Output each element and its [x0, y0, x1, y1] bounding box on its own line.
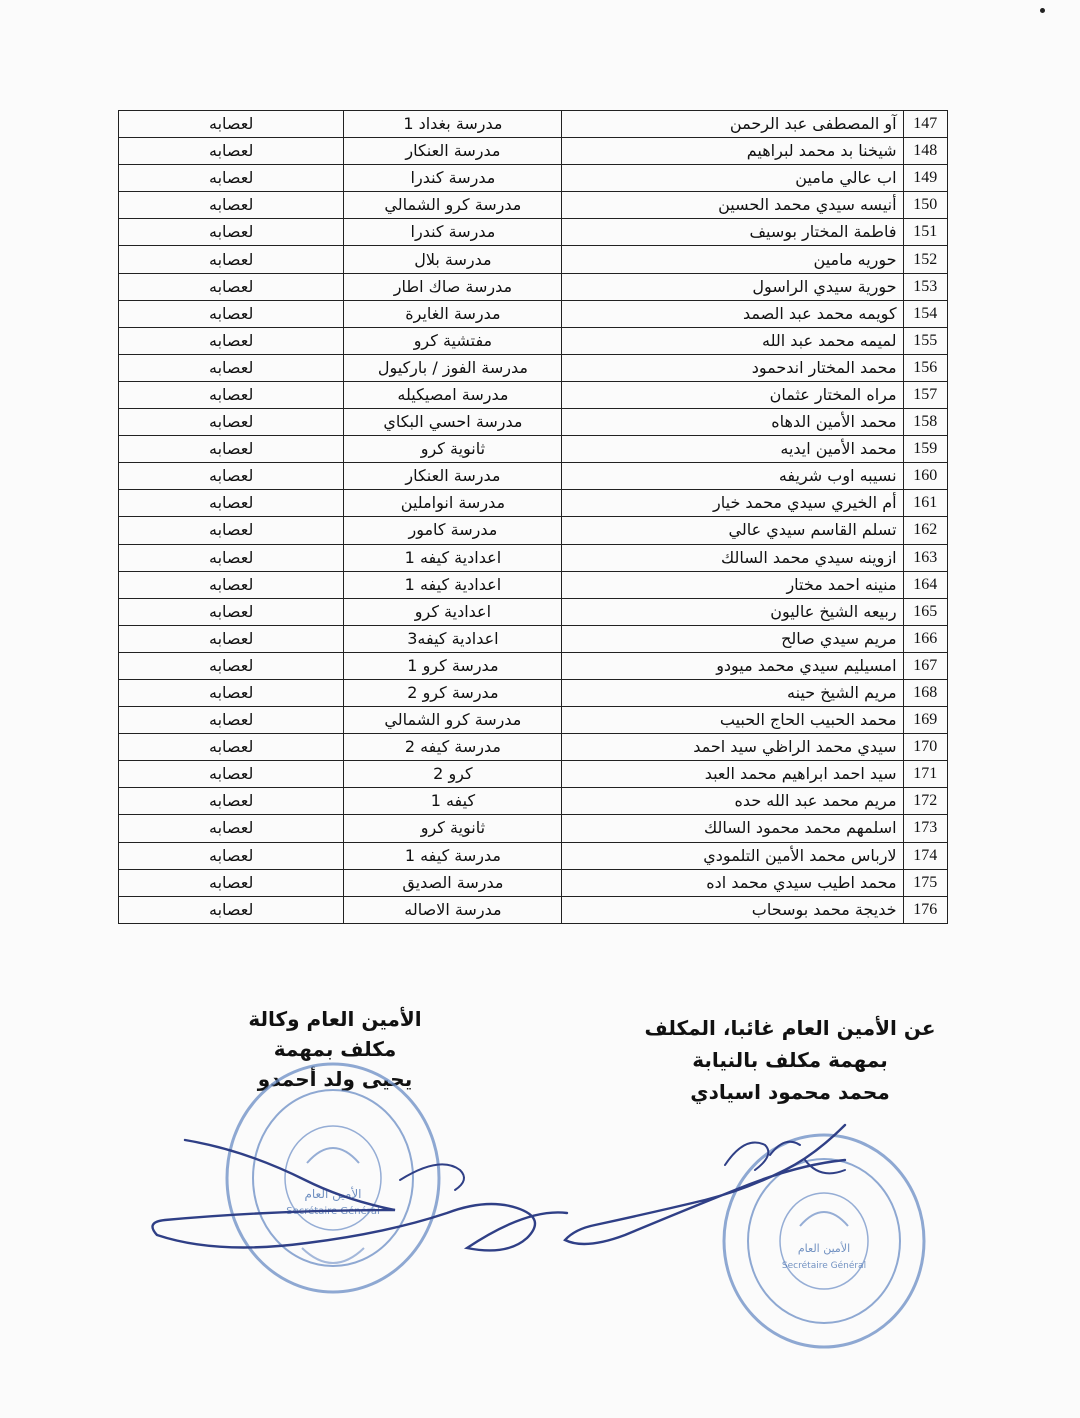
signature-block-right [640, 1012, 940, 1108]
row-school: مدرسة كرو 2 [344, 679, 562, 706]
row-name: محمد اطيب سيدي محمد اده [562, 869, 903, 896]
row-region: لعصابه [119, 354, 344, 381]
row-number: 168 [903, 679, 947, 706]
table-row [119, 544, 948, 571]
row-region: لعصابه [119, 734, 344, 761]
row-school: مدرسة كرو الشمالي [344, 192, 562, 219]
table-row [119, 598, 948, 625]
row-number: 148 [903, 138, 947, 165]
row-name: لارباس محمد الأمين التلمودي [562, 842, 903, 869]
row-name: آو المصطفى عبد الرحمن [562, 111, 903, 138]
row-region: لعصابه [119, 896, 344, 923]
signature-right-title-line2: بمهمة مكلف بالنيابة [692, 1048, 888, 1072]
row-region: لعصابه [119, 598, 344, 625]
row-name: حوريه مامين [562, 246, 903, 273]
row-region: لعصابه [119, 869, 344, 896]
table-row [119, 707, 948, 734]
row-number: 155 [903, 327, 947, 354]
roster-table-body [119, 111, 948, 924]
row-number: 150 [903, 192, 947, 219]
row-school: مدرسة امصيكيله [344, 381, 562, 408]
table-row [119, 842, 948, 869]
row-school: مدرسة العنكار [344, 463, 562, 490]
row-school: مدرسة كيفه 1 [344, 842, 562, 869]
row-name: ربيعه الشيخ عاليون [562, 598, 903, 625]
table-row [119, 138, 948, 165]
row-school: مدرسة صاك اطار [344, 273, 562, 300]
table-row [119, 463, 948, 490]
row-region: لعصابه [119, 111, 344, 138]
row-region: لعصابه [119, 463, 344, 490]
row-school: كيفه 1 [344, 788, 562, 815]
table-row [119, 192, 948, 219]
signature-left-name: يحيى ولد أحمدو [257, 1067, 413, 1091]
row-name: سيد احمد ابراهيم محمد العبد [562, 761, 903, 788]
row-name: مراه المختار عثمان [562, 381, 903, 408]
row-number: 166 [903, 625, 947, 652]
row-region: لعصابه [119, 409, 344, 436]
row-school: مدرسة الفوز / باركيول [344, 354, 562, 381]
row-number: 173 [903, 815, 947, 842]
row-region: لعصابه [119, 788, 344, 815]
table-row [119, 409, 948, 436]
row-name: مريم سيدي صالح [562, 625, 903, 652]
row-name: نسيبه اوب شريفه [562, 463, 903, 490]
row-school: اعدادية كيفه 1 [344, 571, 562, 598]
row-name: خديجة محمد بوسحاب [562, 896, 903, 923]
row-school: مدرسة الصديق [344, 869, 562, 896]
row-name: كويمه محمد عبد الصمد [562, 300, 903, 327]
row-number: 149 [903, 165, 947, 192]
row-number: 154 [903, 300, 947, 327]
row-name: اب عالي مامين [562, 165, 903, 192]
row-region: لعصابه [119, 192, 344, 219]
table-row [119, 517, 948, 544]
signature-left-title-line1: الأمين العام وكالة [248, 1007, 422, 1031]
row-school: مدرسة كيفه 2 [344, 734, 562, 761]
table-row [119, 273, 948, 300]
row-region: لعصابه [119, 219, 344, 246]
table-row [119, 625, 948, 652]
row-school: مفتشية كرو [344, 327, 562, 354]
row-school: اعدادية كيفه 1 [344, 544, 562, 571]
table-row [119, 490, 948, 517]
row-region: لعصابه [119, 165, 344, 192]
row-school: مدرسة بغداد 1 [344, 111, 562, 138]
table-row [119, 165, 948, 192]
table-row [119, 300, 948, 327]
table-row [119, 111, 948, 138]
row-school: مدرسة كرو الشمالي [344, 707, 562, 734]
table-row [119, 815, 948, 842]
stamp-left-center-fr: Secrétaire Général [286, 1206, 380, 1217]
table-row [119, 652, 948, 679]
row-school: مدرسة الاصاله [344, 896, 562, 923]
signature-right-title-line1: عن الأمين العام غائبا، المكلف [644, 1016, 936, 1040]
row-number: 170 [903, 734, 947, 761]
row-number: 174 [903, 842, 947, 869]
row-school: مدرسة انواملين [344, 490, 562, 517]
row-name: تسلم القاسم سيدي عالي [562, 517, 903, 544]
row-name: لميمه محمد عبد الله [562, 327, 903, 354]
row-school: اعدادية كيفه3 [344, 625, 562, 652]
table-row [119, 761, 948, 788]
table-row [119, 788, 948, 815]
row-school: مدرسة العنكار [344, 138, 562, 165]
row-name: محمد الأمين الدهاه [562, 409, 903, 436]
row-region: لعصابه [119, 490, 344, 517]
row-region: لعصابه [119, 273, 344, 300]
table-row [119, 381, 948, 408]
row-name: ازوينه سيدي محمد السالك [562, 544, 903, 571]
row-name: أنيسه سيدي محمد الحسين [562, 192, 903, 219]
table-row [119, 869, 948, 896]
row-number: 164 [903, 571, 947, 598]
table-row [119, 246, 948, 273]
row-school: مدرسة الغايرة [344, 300, 562, 327]
row-school: مدرسة بلال [344, 246, 562, 273]
row-school: مدرسة كرو 1 [344, 652, 562, 679]
row-name: أم الخيري سيدي محمد خيار [562, 490, 903, 517]
row-number: 163 [903, 544, 947, 571]
row-school: مدرسة كامور [344, 517, 562, 544]
row-number: 156 [903, 354, 947, 381]
row-number: 158 [903, 409, 947, 436]
row-region: لعصابه [119, 679, 344, 706]
row-name: سيدي محمد الراظي سيد احمد [562, 734, 903, 761]
table-row [119, 896, 948, 923]
row-name: محمد المختار اندحمود [562, 354, 903, 381]
row-number: 162 [903, 517, 947, 544]
row-region: لعصابه [119, 842, 344, 869]
roster-table [118, 110, 948, 924]
row-number: 160 [903, 463, 947, 490]
signature-left-title-line2: مكلف بمهمة [273, 1037, 397, 1061]
row-region: لعصابه [119, 517, 344, 544]
row-region: لعصابه [119, 652, 344, 679]
row-region: لعصابه [119, 544, 344, 571]
row-name: فاطمة المختار بوسيف [562, 219, 903, 246]
row-number: 172 [903, 788, 947, 815]
row-name: امسيليم سيدي محمد ميودو [562, 652, 903, 679]
row-number: 175 [903, 869, 947, 896]
handwritten-signature-right [545, 1120, 905, 1250]
row-school: ثانوية كرو [344, 815, 562, 842]
row-region: لعصابه [119, 138, 344, 165]
row-number: 176 [903, 896, 947, 923]
signature-right-name: محمد محمود اسيادي [690, 1080, 890, 1104]
row-name: مريم الشيخ حينه [562, 679, 903, 706]
row-region: لعصابه [119, 761, 344, 788]
row-region: لعصابه [119, 707, 344, 734]
row-region: لعصابه [119, 436, 344, 463]
row-name: منينه احمد مختار [562, 571, 903, 598]
row-number: 152 [903, 246, 947, 273]
row-name: مريم محمد عبد الله حده [562, 788, 903, 815]
row-number: 169 [903, 707, 947, 734]
row-school: مدرسة كندرا [344, 165, 562, 192]
row-name: محمد الحبيب الحاج الحبيب [562, 707, 903, 734]
table-row [119, 679, 948, 706]
table-row [119, 354, 948, 381]
stamp-right-center-ar: الأمين العام [797, 1242, 851, 1255]
row-name: حورية سيدي الراسول [562, 273, 903, 300]
row-region: لعصابه [119, 300, 344, 327]
scan-speck [1040, 8, 1045, 13]
row-number: 167 [903, 652, 947, 679]
row-number: 153 [903, 273, 947, 300]
row-school: مدرسة كندرا [344, 219, 562, 246]
row-number: 159 [903, 436, 947, 463]
row-region: لعصابه [119, 625, 344, 652]
stamp-left-center-ar: الأمين العام [304, 1187, 362, 1201]
row-name: شيخنا بد محمد لبراهيم [562, 138, 903, 165]
row-number: 171 [903, 761, 947, 788]
row-region: لعصابه [119, 246, 344, 273]
row-region: لعصابه [119, 327, 344, 354]
row-school: اعدادية كرو [344, 598, 562, 625]
table-row [119, 571, 948, 598]
row-region: لعصابه [119, 815, 344, 842]
row-number: 157 [903, 381, 947, 408]
row-school: كرو 2 [344, 761, 562, 788]
row-school: ثانوية كرو [344, 436, 562, 463]
row-region: لعصابه [119, 381, 344, 408]
row-number: 147 [903, 111, 947, 138]
row-school: مدرسة احسي البكاي [344, 409, 562, 436]
table-row [119, 219, 948, 246]
table-row [119, 327, 948, 354]
row-name: اسلمهم محمد محمود السالك [562, 815, 903, 842]
table-row [119, 436, 948, 463]
row-number: 165 [903, 598, 947, 625]
row-name: محمد الأمين ايديه [562, 436, 903, 463]
table-row [119, 734, 948, 761]
row-number: 161 [903, 490, 947, 517]
row-region: لعصابه [119, 571, 344, 598]
row-number: 151 [903, 219, 947, 246]
stamp-right-center-fr: Secrétaire Général [781, 1261, 867, 1271]
